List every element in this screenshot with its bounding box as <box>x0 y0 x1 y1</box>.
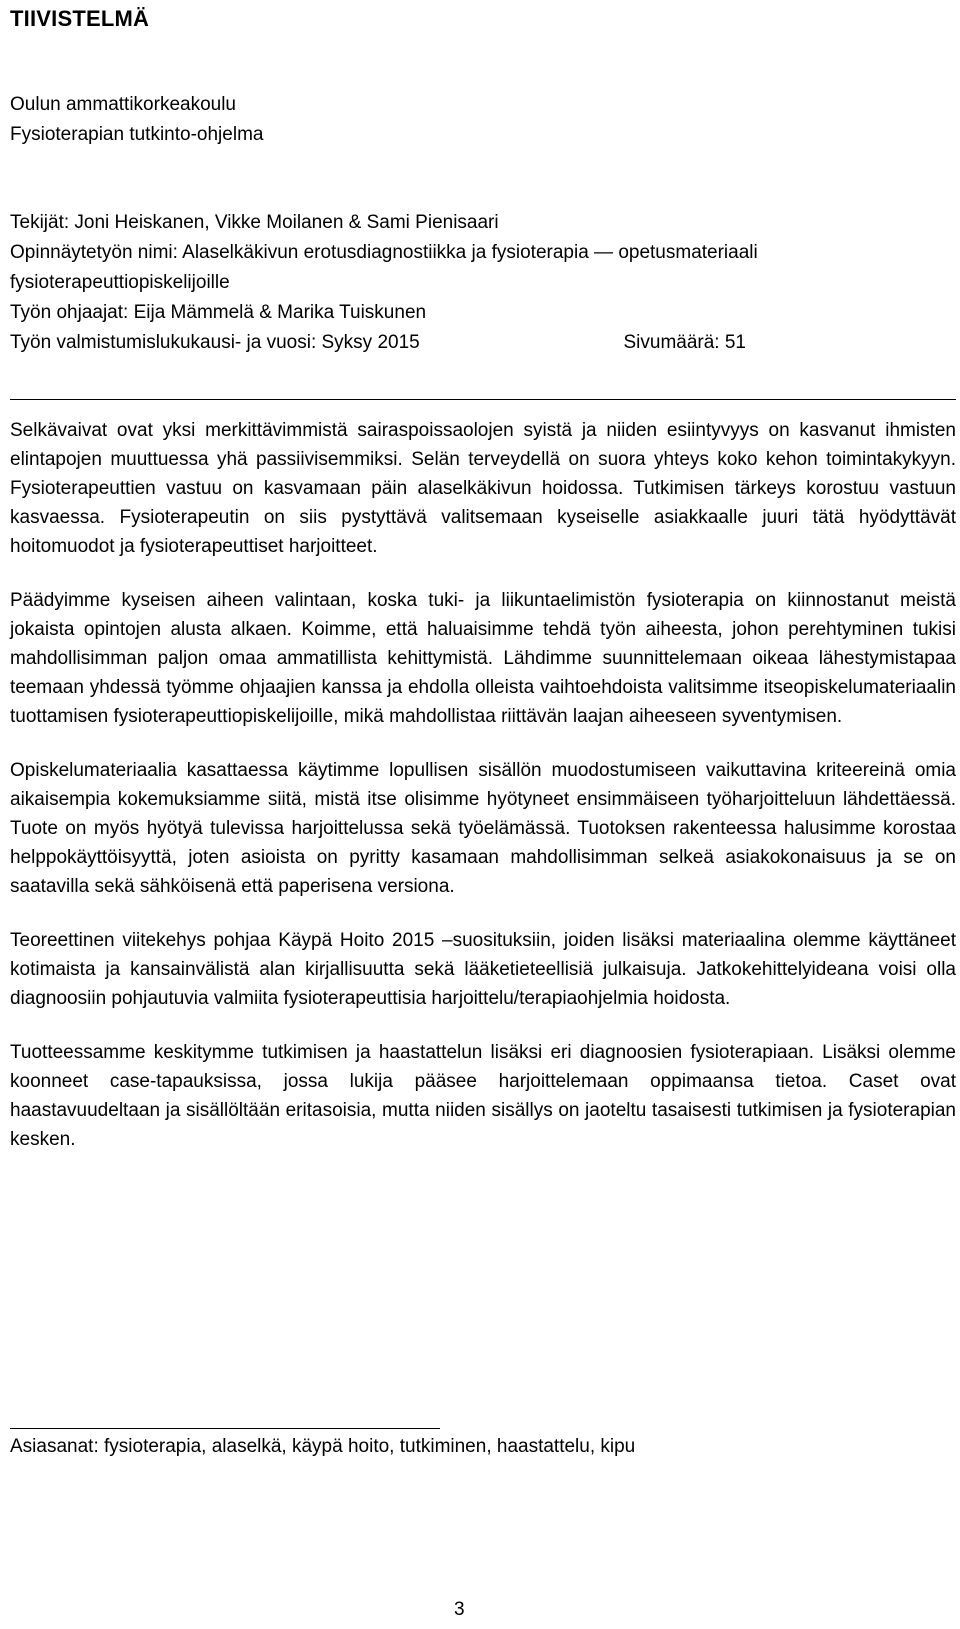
supervisors-line: Työn ohjaajat: Eija Mämmelä & Marika Tuiskunen <box>10 302 427 323</box>
abstract-body <box>10 416 956 1179</box>
abstract-paragraph: Tuotteessamme keskitymme tutkimisen ja haastattelun lisäksi eri diagnoosien fysioterapiaan. Lisäksi olemme koonneet case-tapauksissa, jossa lukija pääsee harjoittelemaan oppimaansa tietoa. Caset ovat haastavuudeltaan ja sisällöltään eritasoisia, mutta niiden sisällys on jaoteltu tasaisesti tutkimisen ja fysioterapian kesken. <box>10 1042 956 1150</box>
completion-row <box>10 328 746 358</box>
abstract-paragraph: Päädyimme kyseisen aiheen valintaan, koska tuki- ja liikuntaelimistön fysioterapia on kiinnostanut meistä jokaista opintojen alusta alkaen. Koimme, että haluaisimme tehdä työn aiheesta, johon perehtyminen tukisi mahdollisimman paljon omaa ammatillista kehittymistä. Lähdimme suunnittelemaan oikeaa lähestymistapaa teemaan yhdessä työmme ohjaajien kanssa ja ehdolla olleista vaihtoehdoista valitsimme itseopiskelumateriaalin tuottamisen fysioterapeuttiopiskelijoille, mikä mahdollistaa riittävän laajan aiheeseen syventymisen. <box>10 590 956 727</box>
keywords-divider <box>10 1428 440 1429</box>
abstract-paragraph: Selkävaivat ovat yksi merkittävimmistä sairaspoissaolojen syistä ja niiden esiintyvyys on kasvanut ihmisten elintapojen muuttuessa yhä passiivisemmiksi. Selän terveydellä on suora yhteys koko kehon toimintakykyyn. Fysioterapeuttien vastuu on kasvamaan päin alaselkäkivun hoidossa. Tutkimisen tärkeys korostuu vastuun kasvaessa. Fysioterapeutin on siis pystyttävä valitsemaan kyseiselle asiakkaalle juuri tätä hyödyttävät hoitomuodot ja fysioterapeuttiset harjoitteet. <box>10 420 956 557</box>
organization-block <box>10 90 263 150</box>
page-number: 3 <box>454 1599 465 1620</box>
top-divider <box>10 399 956 400</box>
degree-program: Fysioterapian tutkinto-ohjelma <box>10 124 264 145</box>
abstract-paragraph: Teoreettinen viitekehys pohjaa Käypä Hoito 2015 –suosituksiin, joiden lisäksi materiaalina olemme käyttäneet kotimaista ja kansainvälistä alan kirjallisuutta sekä lääketieteellisiä julkaisuja. Jatkokehittelyideana voisi olla diagnoosiin pohjautuvia valmiita fysioterapeuttisia harjoittelu/terapiaohjelmia hoidosta. <box>10 930 956 1009</box>
page-count: Sivumäärä: 51 <box>623 332 746 353</box>
authors-line: Tekijät: Joni Heiskanen, Vikke Moilanen & Sami Pienisaari <box>10 212 499 233</box>
page-title: TIIVISTELMÄ <box>10 6 150 31</box>
keywords-line: Asiasanat: fysioterapia, alaselkä, käypä hoito, tutkiminen, haastattelu, kipu <box>10 1436 636 1457</box>
completion-line: Työn valmistumislukukausi- ja vuosi: Syksy 2015 <box>10 332 420 353</box>
abstract-paragraph: Opiskelumateriaalia kasattaessa käytimme lopullisen sisällön muodostumiseen vaikuttavina kriteereinä omia aikaisempia kokemuksiamme siitä, mistä itse olisimme hyötyneet ensimmäiseen työharjoitteluun lähdettäessä. Tuote on myös hyötyä tulevissa harjoittelussa sekä työelämässä. Tuotoksen rakenteessa halusimme korostaa helppokäyttöisyyttä, joten asioista on pyritty kasamaan mahdollisimman selkeä asiakokonaisuus ja se on saatavilla sekä sähköisenä että paperisena versiona. <box>10 760 956 897</box>
thesis-info-block <box>10 208 956 358</box>
thesis-title-line: Opinnäytetyön nimi: Alaselkäkivun erotusdiagnostiikka ja fysioterapia — opetusmateriaali fysioterapeuttiopiskelijoille <box>10 242 758 293</box>
school-name: Oulun ammattikorkeakoulu <box>10 94 236 115</box>
